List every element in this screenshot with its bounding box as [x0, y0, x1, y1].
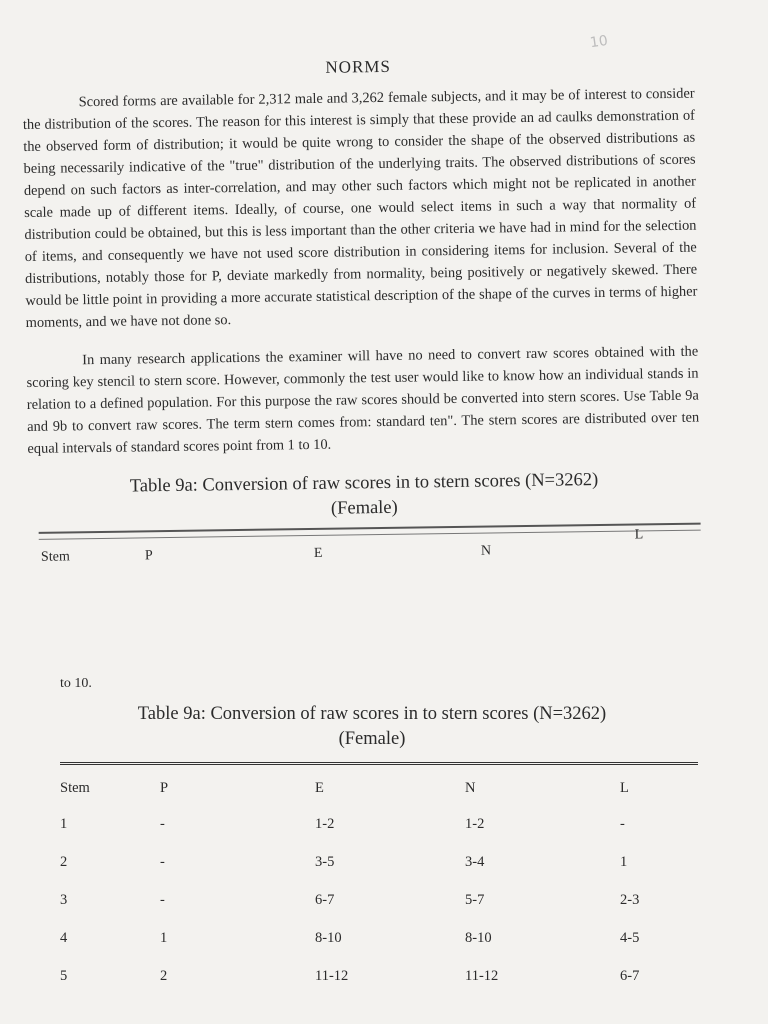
table-row — [60, 805, 698, 843]
cell-p: - — [160, 853, 165, 870]
cell-n: 3-4 — [465, 853, 485, 870]
cell-n: 1-2 — [465, 815, 485, 832]
col-e: E — [313, 545, 323, 561]
table-caption-top — [28, 467, 701, 526]
col-l: L — [620, 779, 629, 796]
cell-e: 8-10 — [315, 929, 342, 946]
cell-stem: 4 — [60, 929, 68, 946]
table-caption-line2: (Female) — [330, 497, 398, 519]
cell-n: 11-12 — [465, 967, 499, 984]
col-stem: Stem — [60, 779, 90, 796]
stern-conversion-table — [60, 762, 698, 995]
cell-l: 2-3 — [620, 891, 640, 908]
cell-e: 1-2 — [315, 815, 335, 832]
cell-stem: 2 — [60, 853, 68, 870]
col-n: N — [480, 543, 492, 559]
col-stem: Stem — [40, 549, 70, 565]
cell-n: 8-10 — [465, 929, 492, 946]
page-number-mark: 10 — [588, 32, 609, 52]
document-upper-section — [22, 47, 701, 570]
cell-e: 3-5 — [315, 853, 335, 870]
cell-p: 2 — [160, 967, 168, 984]
table-row — [60, 881, 698, 919]
overlap-text: to 10. — [60, 676, 92, 691]
cell-l: - — [620, 815, 625, 832]
table-caption — [22, 702, 722, 752]
table-header-row — [60, 764, 698, 806]
cell-stem: 5 — [60, 967, 68, 984]
cell-l: 6-7 — [620, 967, 640, 984]
col-n: N — [465, 779, 476, 796]
col-l: L — [634, 527, 644, 543]
cell-e: 6-7 — [315, 891, 335, 908]
table-caption-line2: (Female) — [338, 729, 406, 749]
page-title: NORMS — [325, 56, 392, 77]
cell-stem: 3 — [60, 891, 68, 908]
document-lower-section — [22, 668, 722, 995]
table-caption-line1: Table 9a: Conversion of raw scores in to stern scores (N=3262) — [137, 704, 607, 724]
table-row — [60, 957, 698, 995]
cell-l: 1 — [620, 853, 628, 870]
paragraph-2: In many research applications the examiner will have no need to convert raw scores obtained with the scoring key stencil to stern score. However, commonly the test user would like to know how an individual stands in relation to a defined population. For this purpose the raw scores should be converted into stern scores. Use Table 9a and 9b to convert raw scores. The term stern comes from: standard ten". The stern scores are distributed over ten equal intervals of standard scores point from 1 to 10. — [26, 343, 700, 457]
col-e: E — [315, 779, 324, 796]
table-row — [60, 919, 698, 957]
cell-p: - — [160, 891, 165, 908]
cell-n: 5-7 — [465, 891, 485, 908]
cell-e: 11-12 — [315, 967, 349, 984]
cell-p: 1 — [160, 929, 168, 946]
col-p: P — [144, 548, 153, 564]
cell-l: 4-5 — [620, 929, 640, 946]
cell-p: - — [160, 815, 165, 832]
table-caption-line1: Table 9a: Conversion of raw scores in to stern scores (N=3262) — [129, 469, 599, 497]
cell-stem: 1 — [60, 815, 68, 832]
col-p: P — [160, 779, 169, 796]
paragraph-1: Scored forms are available for 2,312 male and 3,262 female subjects, and it may be of interest to consider the distribution of the scores. The reason for this interest is simply that these provide an ad caulks demonstration of the observed form of distribution; it would be quite wrong to consider the shape of the observed distributions as being necessarily indicative of the "true" distribution of the underlying traits. The observed distributions of scores depend on such factors as inter-correlation, and may other such factors which might not be replicated in another scale made up of different items. Ideally, of course, one would select items in such a way that normality of distribution could be obtained, but this is less important than the other criteria we have had in mind for the selection of items, and consequently we have not used score distribution in considering items for inclusion. Several of the distributions, notably those for P, deviate markedly from normality, being positively or negatively skewed. There would be little point in providing a more accurate statistical description of the shape of the curves in terms of higher moments, and we have not done so. — [22, 85, 698, 331]
table-row — [60, 843, 698, 881]
